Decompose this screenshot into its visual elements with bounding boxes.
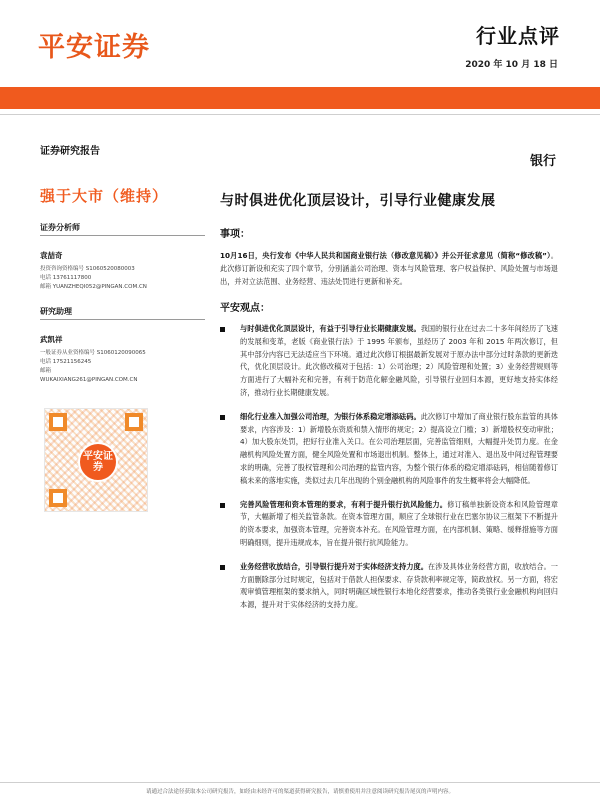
analyst-license: 投资咨询资格编号 S1060520080003: [40, 266, 135, 272]
footer-divider: [0, 782, 600, 783]
view-item: [220, 499, 558, 550]
qr-finder: [125, 413, 143, 431]
page-title: 与时俱进优化顶层设计，引导行业健康发展: [220, 193, 496, 209]
assistant-block: [40, 306, 205, 385]
brand-logo: 平安证券: [38, 32, 150, 63]
view-text: [240, 411, 558, 488]
bullet-square-icon: [220, 565, 225, 570]
qr-brand-badge: 平安证券: [78, 442, 118, 482]
assistant-section-label: 研究助理: [40, 307, 72, 316]
divider: [40, 319, 205, 320]
analyst-email[interactable]: 邮箱 YUANZHEQI052@PINGAN.COM.CN: [40, 284, 147, 290]
analyst-name: 袁喆奇: [40, 251, 63, 260]
view-body: 修订稿单独新设资本和风险管理章节，大幅新增了相关监管条款。在资本管理方面，顺应了全球银行业在巴塞尔协议三框架下不断提升的资本要求，加强资本管理，完善资本补充。在风险管理方面，在内部机制、策略、缓释措施等方面明确细则，提升违规成本，旨在提升银行抗风险能力。: [240, 499, 558, 547]
view-lead: 完善风险管理和资本管理的要求，有利于提升银行抗风险能力。: [240, 499, 448, 509]
view-item: [220, 323, 558, 400]
view-body: 我国的银行业在过去二十多年间经历了飞速的发展和变革，老版《商业银行法》于 1995 年颁布，虽经历了 2003 年和 2015 年两次修订，但其中部分内容已无法适应当下环境。通过此次修订根据最新发展对于原办法中部分过时条款的更新迭代，优化顶层设计。此次修改稿对于包括：1）公司治理；2）风险管理和处置；3）业务经营规则等方面进行了大幅补充和完善，有利于防范化解金融风险，引导银行业回归本源，更好地支持实体经济，推动行业长期健康发展。: [240, 324, 558, 397]
qr-finder: [49, 413, 67, 431]
view-item: [220, 561, 558, 612]
header-band: [0, 87, 600, 109]
events-text: 。此次修订新设和充实了四个章节，分别涵盖公司治理、资本与风险管理、客户权益保护、风险处置与市场退出，并对立法范围、业务经营、违法处罚进行更新和补充。: [220, 251, 558, 286]
bullet-square-icon: [220, 327, 225, 332]
view-text: [240, 561, 558, 612]
analyst-block: [40, 222, 205, 292]
report-series: 证券研究报告: [40, 146, 100, 157]
view-body: 在涉及具体业务经营方面，收放结合。一方面删除部分过时规定，包括对于借款人担保要求、存贷款利率规定等，简政放权。另一方面，将宏观审慎管理框架的要求纳入，同时明确区域性银行本地化经营要求，推动各类银行业金融机构向回归本源，提升对于实体经济的支持力度。: [240, 561, 558, 610]
view-item: [220, 411, 558, 488]
rating-label: 强于大市（维持）: [40, 187, 169, 205]
view-text: [240, 499, 558, 550]
view-lead: 与时俱进优化顶层设计，有益于引导行业长期健康发展。: [240, 324, 421, 333]
assistant-license: 一般证券从业资格编号 S1060120090065: [40, 350, 146, 356]
qr-code-icon: [44, 408, 148, 512]
assistant-phone: 电话 17521156245: [40, 359, 92, 365]
qr-finder: [49, 489, 67, 507]
events-heading: 事项：: [220, 229, 250, 240]
header-divider: [0, 114, 600, 115]
sector-label: 银行: [529, 154, 556, 169]
analyst-phone: 电话 13761117800: [40, 275, 92, 281]
views-heading: 平安观点：: [220, 303, 270, 314]
events-summary: [220, 249, 558, 288]
report-date: 2020 年 10 月 18 日: [465, 60, 558, 70]
report-type: 行业点评: [476, 24, 560, 48]
assistant-name: 武凯祥: [40, 335, 63, 344]
events-lead: 10月16日，央行发布《中华人民共和国商业银行法（修改意见稿）》并公开征求意见（简称“修改稿”）: [220, 251, 551, 260]
view-lead: 业务经营收放结合，引导银行提升对于实体经济支持力度。: [240, 561, 428, 571]
author-sidebar: [40, 222, 205, 399]
view-body: 此次修订中增加了商业银行股东监管的具体要求，内容涉及：1）新增股东资质和禁入情形的规定；2）提高设立门槛；3）新增股权变动审批；4）加大股东处罚，把好行业准入关口。在公司治理层面，完善监管细则，大幅提升处罚力度。在金融机构风险处置方面，健全风险处置和市场退出机制。整体上，通过对准入、退出及中间过程管理要求的明确，完善了股权管理和公司治理的监管内容，为整个银行体系的稳定增添砝码，相信随着修订稿未来的落地实施，类似过去几年出现的个别金融机构的风险事件的发生概率将会大幅降低。: [240, 411, 558, 485]
bullet-square-icon: [220, 503, 225, 508]
main-content: [220, 225, 558, 623]
view-text: [240, 323, 558, 400]
footer-disclaimer: 请通过合法途径获取本公司研究报告，如经由未经许可的渠道获得研究报告，请慎重使用并注意阅读研究报告尾页的声明内容。: [145, 789, 454, 795]
view-lead: 细化行业准入加强公司治理，为银行体系稳定增添砝码。: [240, 411, 421, 421]
analyst-section-label: 证券分析师: [40, 223, 80, 232]
divider: [40, 235, 205, 236]
bullet-square-icon: [220, 415, 225, 420]
assistant-email[interactable]: WUKAIXIANG261@PINGAN.COM.CN: [40, 377, 138, 383]
assistant-email-label: 邮箱: [40, 368, 52, 374]
